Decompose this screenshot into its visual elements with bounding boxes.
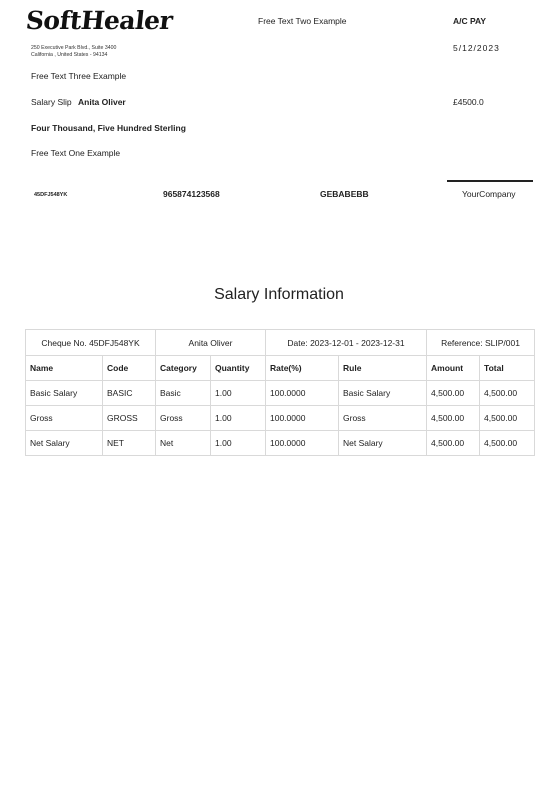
free-text-three: Free Text Three Example (31, 71, 127, 81)
section-title: Salary Information (214, 286, 344, 303)
address-line-1: 250 Executive Park Blvd., Suite 3400 (31, 45, 117, 51)
free-text-two: Free Text Two Example (258, 16, 347, 26)
account-number: 965874123568 (163, 189, 220, 199)
cell-category: Gross (156, 406, 211, 431)
table-row (26, 381, 535, 406)
cell-name: Net Salary (26, 431, 103, 456)
amount-in-words: Four Thousand, Five Hundred Sterling (31, 123, 186, 133)
info-row (26, 330, 535, 356)
cell-total: 4,500.00 (480, 381, 535, 406)
info-cheque: Cheque No. 45DFJ548YK (26, 330, 156, 356)
col-rate: Rate(%) (266, 356, 339, 381)
cell-quantity: 1.00 (211, 431, 266, 456)
cell-quantity: 1.00 (211, 406, 266, 431)
col-code: Code (103, 356, 156, 381)
cell-amount: 4,500.00 (427, 406, 480, 431)
bank-code: GEBABEBB (320, 189, 369, 199)
table-header-row (26, 356, 535, 381)
cell-rule: Net Salary (339, 431, 427, 456)
col-quantity: Quantity (211, 356, 266, 381)
cell-category: Basic (156, 381, 211, 406)
cell-amount: 4,500.00 (427, 431, 480, 456)
cell-total: 4,500.00 (480, 406, 535, 431)
col-name: Name (26, 356, 103, 381)
col-category: Category (156, 356, 211, 381)
col-amount: Amount (427, 356, 480, 381)
cell-total: 4,500.00 (480, 431, 535, 456)
salary-slip-label: Salary Slip (31, 97, 72, 107)
cell-code: BASIC (103, 381, 156, 406)
ac-pay-label: A/C PAY (453, 16, 487, 26)
info-reference: Reference: SLIP/001 (427, 330, 535, 356)
info-date-range: Date: 2023-12-01 - 2023-12-31 (266, 330, 427, 356)
cheque-date: 5/12/2023 (453, 43, 500, 53)
cell-code: GROSS (103, 406, 156, 431)
cell-quantity: 1.00 (211, 381, 266, 406)
cell-name: Basic Salary (26, 381, 103, 406)
cell-amount: 4,500.00 (427, 381, 480, 406)
cheque-code: 45DFJ548YK (34, 192, 68, 198)
salary-slip-line (31, 97, 126, 107)
salary-table (25, 329, 535, 456)
col-rule: Rule (339, 356, 427, 381)
your-company: YourCompany (462, 189, 516, 199)
table-row (26, 431, 535, 456)
cell-rate: 100.0000 (266, 431, 339, 456)
cell-rate: 100.0000 (266, 381, 339, 406)
employee-name: Anita Oliver (78, 97, 126, 107)
col-total: Total (480, 356, 535, 381)
company-logo: SoftHealer (24, 6, 174, 35)
cheque-amount: £4500.0 (453, 97, 484, 107)
cell-code: NET (103, 431, 156, 456)
cell-category: Net (156, 431, 211, 456)
info-employee: Anita Oliver (156, 330, 266, 356)
table-row (26, 406, 535, 431)
free-text-one: Free Text One Example (31, 148, 121, 158)
signature-line (447, 180, 533, 182)
address-line-2: California , United States - 94134 (31, 52, 108, 58)
cell-rule: Gross (339, 406, 427, 431)
cell-rate: 100.0000 (266, 406, 339, 431)
cell-name: Gross (26, 406, 103, 431)
cell-rule: Basic Salary (339, 381, 427, 406)
